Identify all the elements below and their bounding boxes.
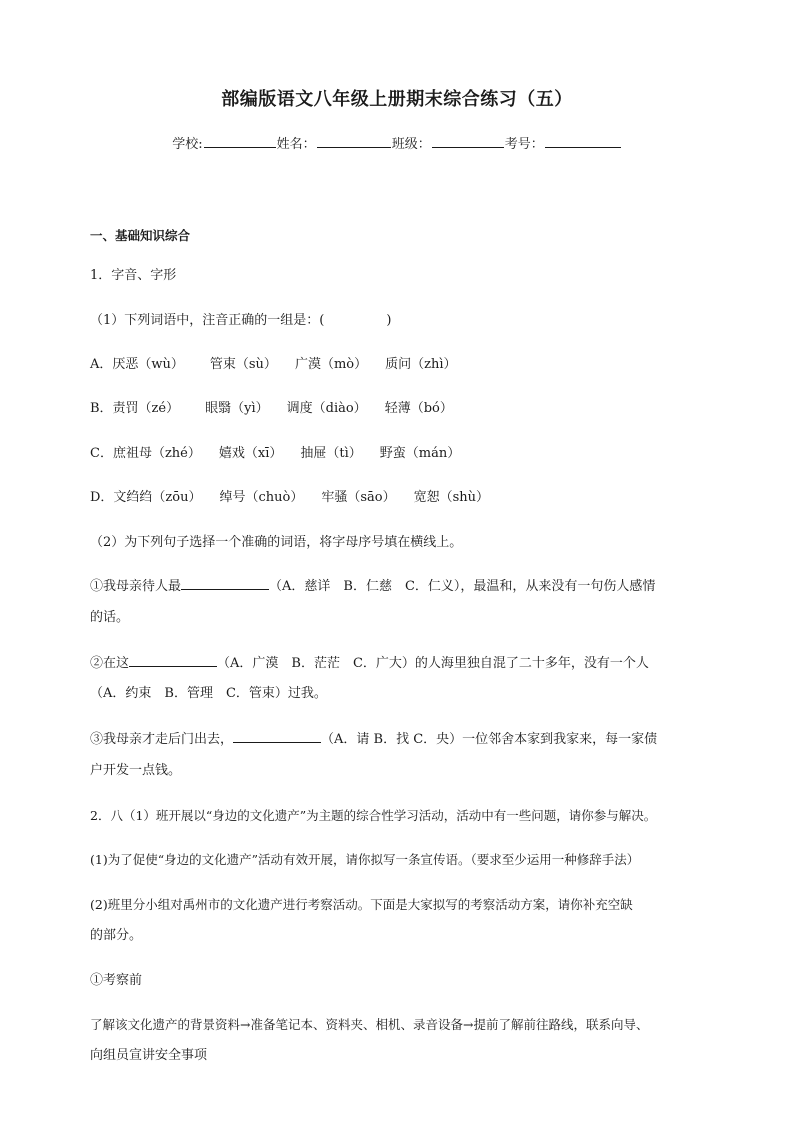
question-1-title: 1．字音、字形	[90, 268, 177, 283]
option-a-item: A．厌恶（wù）	[90, 357, 184, 372]
id-blank[interactable]	[545, 135, 621, 148]
sentence-2-choices: （A．广漠 B．茫茫 C．广大）的人海里独自混了二十多年，没有一个人	[217, 656, 649, 671]
prompt-text: （1）下列词语中，注音正确的一组是：(	[90, 313, 325, 328]
step-1-text-line2: 向组员宣讲安全事项	[90, 1048, 208, 1063]
sentence-3-line1	[90, 730, 657, 750]
option-a-item: 管束（sù）	[209, 357, 277, 372]
sentence-2-line2: （A．约束 B．管理 C．管束）过我。	[90, 686, 327, 701]
sentence-1-line1	[90, 577, 655, 597]
option-a-item: 广漠（mò）	[294, 357, 368, 372]
option-d	[90, 488, 489, 508]
option-b	[90, 399, 453, 419]
option-b-item: B．责罚（zé）	[90, 401, 180, 416]
sentence-3-line2: 户开发一点钱。	[90, 763, 182, 778]
name-blank[interactable]	[317, 135, 391, 148]
sentence-1-choices: （A．慈详 B．仁慈 C．仁义），最温和，从来没有一句伤人感情	[269, 579, 656, 594]
option-d-item: D．文绉绉（zōu）	[90, 490, 202, 505]
option-d-item: 宽恕（shù）	[413, 490, 490, 505]
name-label: 姓名：	[276, 137, 316, 152]
step-1-text-line1: 了解该文化遗产的背景资料→准备笔记本、资料夹、相机、录音设备→提前了解前往路线，联系向导、	[90, 1017, 649, 1032]
step-1-heading: ①考察前	[90, 973, 143, 988]
option-b-item: 眼翳（yì）	[205, 401, 269, 416]
prompt-close: )	[386, 313, 392, 328]
question-2-part2-line2: 的部分。	[90, 928, 143, 943]
sentence-3-choices: （A．请 B．找 C．央）一位邻舍本家到我家来，每一家债	[321, 732, 658, 747]
sentence-1-line2: 的话。	[90, 610, 130, 625]
option-a	[90, 355, 456, 375]
question-1-sub2-prompt: （2）为下列句子选择一个准确的词语，将字母序号填在横线上。	[90, 535, 463, 550]
school-label: 学校:	[172, 137, 203, 152]
sentence-3-blank[interactable]	[233, 730, 321, 743]
page-title: 部编版语文八年级上册期末综合练习（五）	[221, 89, 573, 110]
option-c-item: C．庶祖母（zhé）	[90, 446, 201, 461]
student-info-line	[0, 133, 794, 152]
sentence-2-line1	[90, 654, 649, 674]
option-a-item: 质问（zhì）	[385, 357, 457, 372]
class-blank[interactable]	[432, 135, 504, 148]
question-2-part1: (1)为了促使“身边的文化遗产”活动有效开展，请你拟写一条宣传语。（要求至少运用一种修辞手法）	[90, 852, 640, 867]
sentence-2-start: ②在这	[90, 656, 130, 671]
option-b-item: 轻薄（bó）	[384, 401, 453, 416]
option-c-item: 野蛮（mán）	[379, 446, 461, 461]
question-2-part2-line1: (2)班里分小组对禹州市的文化遗产进行考察活动。下面是大家拟写的考察活动方案，请你补充空缺	[90, 897, 633, 912]
option-c-item: 嬉戏（xī）	[218, 446, 283, 461]
sentence-1-start: ①我母亲待人最	[90, 579, 182, 594]
question-2-title: 2．八（1）班开展以“身边的文化遗产”为主题的综合性学习活动，活动中有一些问题，请你参与解决。	[90, 808, 657, 823]
option-d-item: 绰号（chuò）	[219, 490, 304, 505]
class-label: 班级：	[391, 137, 431, 152]
id-label: 考号：	[504, 137, 544, 152]
option-c-item: 抽屉（tì）	[300, 446, 362, 461]
option-b-item: 调度（diào）	[286, 401, 367, 416]
sentence-3-start: ③我母亲才走后门出去，	[90, 732, 234, 747]
option-d-item: 牢骚（sāo）	[321, 490, 396, 505]
school-blank[interactable]	[204, 135, 276, 148]
sentence-1-blank[interactable]	[181, 577, 269, 590]
section-heading: 一、基础知识综合	[90, 228, 191, 243]
option-c	[90, 444, 460, 464]
sentence-2-blank[interactable]	[129, 654, 217, 667]
question-1-sub1-prompt	[90, 311, 391, 331]
